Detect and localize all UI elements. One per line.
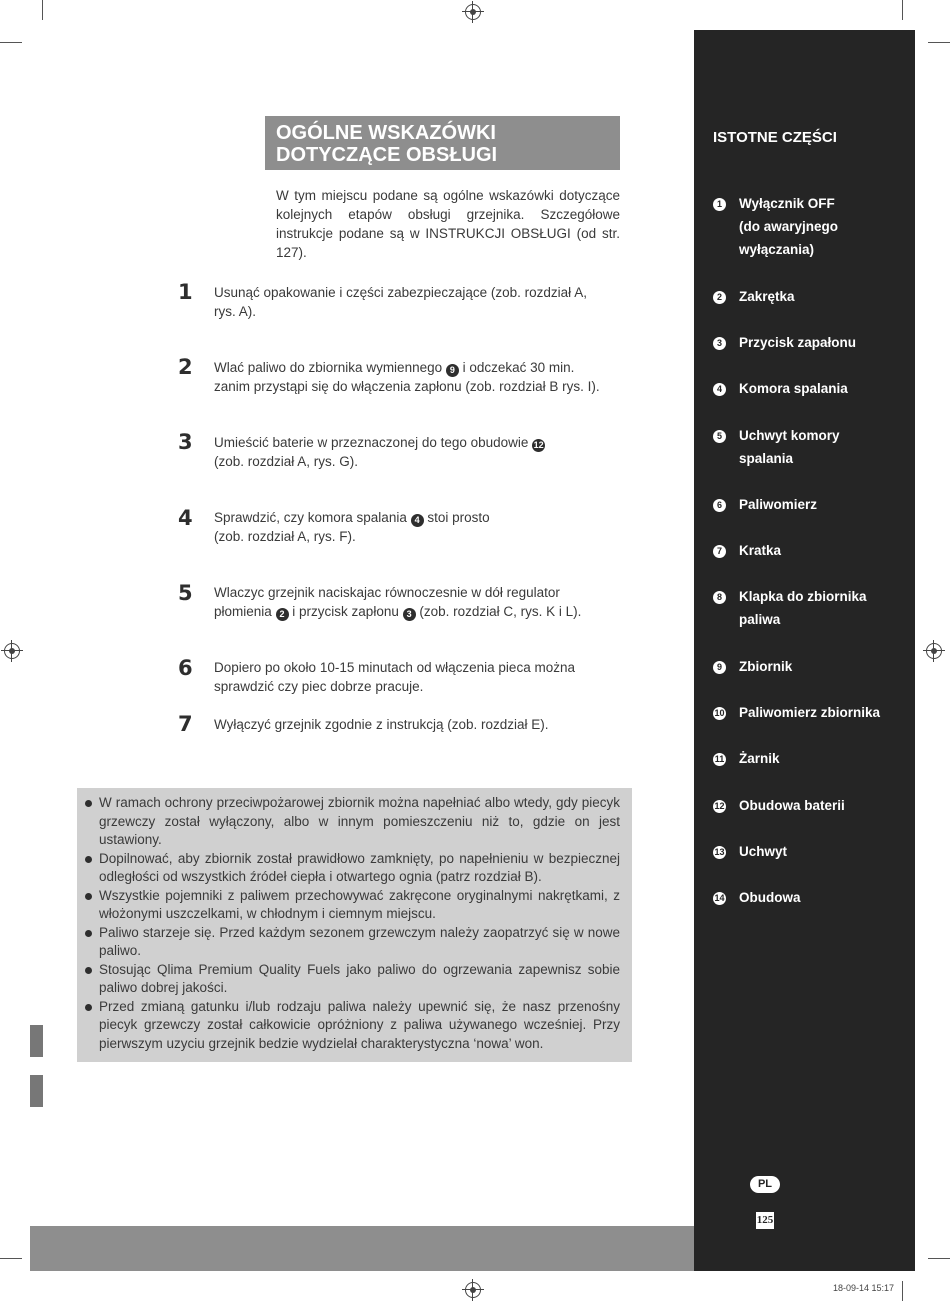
part-number-icon: 3 — [403, 608, 416, 621]
step-text — [214, 658, 614, 696]
step-number: 7 — [178, 712, 193, 736]
note-item: Przed zmianą gatunku i/lub rodzaju paliwa należy upewnić się, że nasz przenośny piecyk grzewczy został całkowicie opróżniony z paliwa używanego wcześniej. Przy pierwszym uzyciu grzejnik bedzie wydzielał charakterystyczna ‘nowa’ won. — [99, 998, 620, 1054]
note-item: Paliwo starzeje się. Przed każdym sezonem grzewczym należy zaopatrzyć się w nowe paliwo. — [99, 924, 620, 961]
step-line: rys. A). — [214, 304, 257, 319]
step-number: 6 — [178, 656, 193, 680]
part-label: Obudowa — [739, 890, 801, 905]
step-line: zanim przystąpi się do włączenia zapłonu (zob. rozdział B rys. I). — [214, 379, 600, 394]
part-number-icon: 9 — [446, 364, 459, 377]
part-number-icon: 12 — [714, 801, 725, 811]
crop-mark — [928, 1258, 950, 1259]
part-label: Kratka — [739, 543, 782, 558]
part-label: Zbiornik — [739, 659, 793, 674]
part-number-icon: 13 — [714, 847, 725, 857]
step-text — [214, 583, 614, 621]
part-label-line: spalania — [739, 451, 794, 466]
step-line: płomienia — [214, 604, 276, 619]
part-label: Komora spalania — [739, 381, 848, 396]
crop-mark — [902, 0, 903, 20]
part-number-icon: 9 — [713, 661, 726, 674]
part-label: Żarnik — [739, 751, 780, 766]
part-label — [739, 585, 909, 631]
step-number: 2 — [178, 355, 193, 379]
step-line: (zob. rozdział A, rys. G). — [214, 454, 359, 469]
step-line: stoi prosto — [423, 510, 490, 525]
part-number-icon: 8 — [713, 591, 726, 604]
note-item: Wszystkie pojemniki z paliwem przechowywać zakręcone oryginalnymi nakrętkami, z włożonymi uszczelkami, w chłodnym i ciemnym miejscu. — [99, 887, 620, 924]
step-line: i przycisk zapłonu — [288, 604, 403, 619]
part-number-icon: 2 — [276, 608, 289, 621]
edge-tab — [30, 1025, 43, 1057]
part-label — [739, 424, 909, 470]
footer-band — [30, 1226, 694, 1271]
step-line: Sprawdzić, czy komora spalania — [214, 510, 411, 525]
step-text — [214, 358, 614, 396]
step-line: Usunąć opakowanie i części zabezpieczające (zob. rozdział A, — [214, 285, 587, 300]
part-label: Obudowa baterii — [739, 798, 845, 813]
step-line: (zob. rozdział C, rys. K i L). — [415, 604, 582, 619]
part-label: Paliwomierz zbiornika — [739, 705, 881, 720]
crop-mark — [0, 42, 22, 43]
registration-mark-icon — [926, 643, 942, 659]
part-number-icon: 10 — [714, 708, 725, 718]
part-number-icon: 11 — [714, 754, 725, 764]
crop-mark — [42, 0, 43, 20]
step-line: Wlać paliwo do zbiornika wymiennego — [214, 360, 446, 375]
part-label — [739, 192, 909, 261]
language-badge: PL — [750, 1176, 780, 1193]
title-line-1: OGÓLNE WSKAZÓWKI — [276, 122, 496, 144]
step-number: 4 — [178, 506, 193, 530]
step-line: Wyłączyć grzejnik zgodnie z instrukcją (zob. rozdział E). — [214, 717, 549, 732]
part-label-line: Klapka do zbiornika — [739, 589, 867, 604]
step-number: 3 — [178, 430, 193, 454]
part-number-icon: 1 — [713, 198, 726, 211]
step-text — [214, 433, 614, 471]
sidebar-title: ISTOTNE CZĘŚCI — [713, 129, 837, 146]
note-item: Dopilnować, aby zbiornik został prawidłowo zamknięty, po napełnieniu w bezpiecznej odległości od wszystkich źródeł ciepła i otwartego ognia (patrz rozdział B). — [99, 850, 620, 887]
step-line: Wlaczyc grzejnik naciskajac równoczesnie w dół regulator — [214, 585, 560, 600]
step-line: Umieścić baterie w przeznaczonej do tego obudowie — [214, 435, 533, 450]
step-number: 5 — [178, 581, 193, 605]
part-label: Uchwyt — [739, 844, 788, 859]
step-text — [214, 508, 614, 546]
part-label-line: Uchwyt komory — [739, 428, 840, 443]
part-label-line: Wyłącznik OFF — [739, 196, 835, 211]
step-number: 1 — [178, 280, 193, 304]
part-number-icon: 4 — [411, 514, 424, 527]
part-number-icon: 5 — [713, 430, 726, 443]
crop-mark — [0, 1258, 22, 1259]
registration-mark-icon — [4, 643, 20, 659]
part-number-icon: 2 — [713, 291, 726, 304]
intro-paragraph: W tym miejscu podane są ogólne wskazówki dotyczące kolejnych etapów obsługi grzejnika. Szczegółowe instrukcje podane są w INSTRUKCJI OBSŁUGI (od str. 127). — [276, 188, 620, 260]
step-line: sprawdzić czy piec dobrze pracuje. — [214, 679, 424, 694]
step-line: i odczekać 30 min. — [458, 360, 575, 375]
registration-mark-icon — [465, 4, 481, 20]
step-text — [214, 715, 614, 734]
part-number-icon: 14 — [714, 893, 725, 903]
page-number: 125 — [756, 1212, 774, 1229]
part-number-icon: 4 — [713, 383, 726, 396]
part-label-line: paliwa — [739, 612, 781, 627]
edge-tab — [30, 1075, 43, 1107]
crop-mark — [928, 42, 950, 43]
part-number-icon: 6 — [713, 499, 726, 512]
print-date: 18-09-14 15:17 — [833, 1283, 895, 1293]
part-number-icon: 12 — [533, 440, 544, 450]
step-text — [214, 283, 614, 321]
crop-mark — [902, 1281, 903, 1301]
part-label: Paliwomierz — [739, 497, 818, 512]
part-label: Przycisk zapałonu — [739, 335, 857, 350]
part-number-icon: 7 — [713, 545, 726, 558]
registration-mark-icon — [465, 1282, 481, 1298]
part-number-icon: 3 — [713, 337, 726, 350]
title-line-2: DOTYCZĄCE OBSŁUGI — [276, 144, 498, 166]
page-title — [265, 116, 620, 170]
step-line: (zob. rozdział A, rys. F). — [214, 529, 356, 544]
note-item: Stosując Qlima Premium Quality Fuels jako paliwo do ogrzewania zapewnisz sobie paliwo dobrej jakości. — [99, 961, 620, 998]
note-item: W ramach ochrony przeciwpożarowej zbiornik można napełniać albo wtedy, gdy piecyk grzewczy został wyłączony, albo w innym pomieszczeniu niż to, gdzie on jest ustawiony. — [99, 794, 620, 850]
safety-notes-box — [77, 788, 632, 1062]
part-label-line: (do awaryjnego — [739, 219, 839, 234]
step-line: Dopiero po około 10-15 minutach od włączenia pieca można — [214, 660, 575, 675]
part-label: Zakrętka — [739, 289, 795, 304]
part-label-line: wyłączania) — [739, 242, 815, 257]
